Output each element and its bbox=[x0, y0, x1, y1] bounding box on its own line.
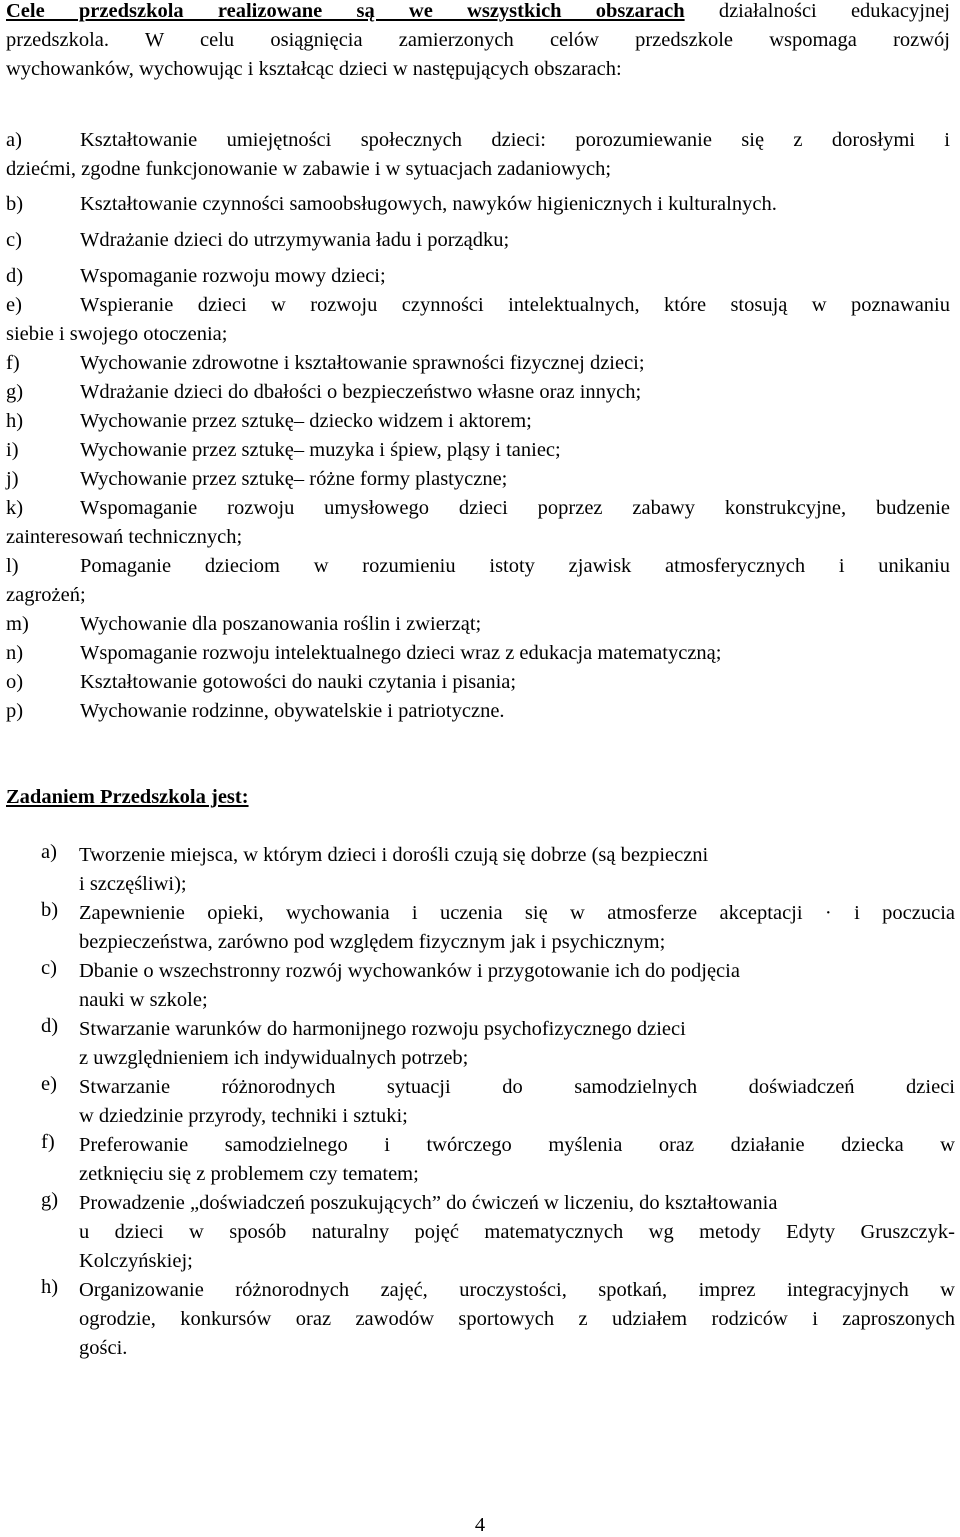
area-text: Wspomaganie rozwoju umysłowego dzieci poprzez zabawy konstrukcyjne, budzenie bbox=[80, 497, 950, 519]
task-line: i szczęśliwi); bbox=[79, 873, 187, 895]
intro-line-2: przedszkola. W celu osiągnięcia zamierzonych celów przedszkole wspomaga rozwój bbox=[6, 29, 950, 51]
task-line: bezpieczeństwa, zarówno pod względem fizycznym jak i psychicznym; bbox=[79, 931, 666, 953]
task-label: b) bbox=[41, 899, 59, 921]
area-item-a bbox=[6, 126, 950, 184]
task-line: w dziedzinie przyrody, techniki i sztuki; bbox=[79, 1105, 408, 1127]
area-label: j) bbox=[6, 468, 19, 490]
area-text: Wychowanie przez sztukę– dziecko widzem i aktorem; bbox=[80, 410, 532, 432]
area-label: b) bbox=[6, 193, 24, 215]
task-label: a) bbox=[41, 841, 57, 863]
task-item-h bbox=[41, 1276, 955, 1363]
task-item-g bbox=[41, 1189, 955, 1276]
task-label: d) bbox=[41, 1015, 59, 1037]
area-text: Wdrażanie dzieci do utrzymywania ładu i porządku; bbox=[80, 229, 510, 251]
area-label: c) bbox=[6, 229, 22, 251]
task-line: Tworzenie miejsca, w którym dzieci i dorośli czują się dobrze (są bezpieczni bbox=[79, 844, 709, 866]
area-label: i) bbox=[6, 439, 19, 461]
task-line: Stwarzanie różnorodnych sytuacji do samodzielnych doświadczeń dzieci bbox=[79, 1076, 955, 1098]
area-text: Wychowanie przez sztukę– muzyka i śpiew, pląsy i taniec; bbox=[80, 439, 561, 461]
area-item-l bbox=[6, 552, 950, 610]
area-item-f bbox=[6, 349, 950, 378]
area-label: n) bbox=[6, 642, 24, 664]
task-item-c bbox=[41, 957, 955, 1015]
area-label: d) bbox=[6, 265, 24, 287]
task-line: Preferowanie samodzielnego i twórczego myślenia oraz działanie dziecka w bbox=[79, 1134, 955, 1156]
area-item-c bbox=[6, 226, 950, 255]
area-label: a) bbox=[6, 129, 22, 151]
task-line: Prowadzenie „doświadczeń poszukujących” do ćwiczeń w liczeniu, do kształtowania bbox=[79, 1192, 778, 1214]
area-label: l) bbox=[6, 555, 19, 577]
area-text-cont: zainteresowań technicznych; bbox=[6, 526, 243, 548]
intro-line-1-rest: działalności edukacyjnej bbox=[718, 0, 950, 22]
area-text: Wspieranie dzieci w rozwoju czynności intelektualnych, które stosują w poznawaniu bbox=[80, 294, 950, 316]
task-item-f bbox=[41, 1131, 955, 1189]
task-line: u dzieci w sposób naturalny pojęć matematycznych wg metody Edyty Gruszczyk- bbox=[79, 1221, 955, 1243]
task-label: h) bbox=[41, 1276, 59, 1298]
task-line: Dbanie o wszechstronny rozwój wychowanków i przygotowanie ich do podjęcia bbox=[79, 960, 740, 982]
area-text: Kształtowanie gotowości do nauki czytania i pisania; bbox=[80, 671, 517, 693]
area-text-cont: siebie i swojego otoczenia; bbox=[6, 323, 228, 345]
intro-line-3: wychowanków, wychowując i kształcąc dzieci w następujących obszarach: bbox=[6, 58, 622, 80]
area-text: Kształtowanie umiejętności społecznych dzieci: porozumiewanie się z dorosłymi i bbox=[80, 129, 950, 151]
area-item-o bbox=[6, 668, 950, 697]
task-line: z uwzględnieniem ich indywidualnych potrzeb; bbox=[79, 1047, 469, 1069]
area-item-h bbox=[6, 407, 950, 436]
intro-underlined-heading: Cele przedszkola realizowane są we wszystkich obszarach bbox=[6, 0, 685, 22]
area-item-e bbox=[6, 291, 950, 349]
tasks-heading bbox=[6, 783, 950, 812]
area-label: o) bbox=[6, 671, 24, 693]
area-item-b bbox=[6, 190, 950, 219]
task-item-b bbox=[41, 899, 955, 957]
task-label: g) bbox=[41, 1189, 59, 1211]
area-item-g bbox=[6, 378, 950, 407]
task-item-d bbox=[41, 1015, 955, 1073]
page-number: 4 bbox=[474, 1514, 486, 1536]
area-text: Wychowanie zdrowotne i kształtowanie sprawności fizycznej dzieci; bbox=[80, 352, 645, 374]
task-line: Stwarzanie warunków do harmonijnego rozwoju psychofizycznego dzieci bbox=[79, 1018, 686, 1040]
area-text-cont: dziećmi, zgodne funkcjonowanie w zabawie i w sytuacjach zadaniowych; bbox=[6, 158, 612, 180]
task-line: Organizowanie różnorodnych zajęć, uroczystości, spotkań, imprez integracyjnych w bbox=[79, 1279, 955, 1301]
area-text: Pomaganie dzieciom w rozumieniu istoty zjawisk atmosferycznych i unikaniu bbox=[80, 555, 950, 577]
task-line: ogrodzie, konkursów oraz zawodów sportowych z udziałem rodziców i zaproszonych bbox=[79, 1308, 955, 1330]
area-text: Wychowanie rodzinne, obywatelskie i patriotyczne. bbox=[80, 700, 505, 722]
area-item-n bbox=[6, 639, 950, 668]
task-label: f) bbox=[41, 1131, 55, 1153]
task-line: nauki w szkole; bbox=[79, 989, 208, 1011]
area-text: Wdrażanie dzieci do dbałości o bezpieczeństwo własne oraz innych; bbox=[80, 381, 642, 403]
area-label: f) bbox=[6, 352, 20, 374]
area-item-d bbox=[6, 262, 950, 291]
area-text: Wspomaganie rozwoju intelektualnego dzieci wraz z edukacja matematyczną; bbox=[80, 642, 722, 664]
area-text: Wychowanie przez sztukę– różne formy plastyczne; bbox=[80, 468, 508, 490]
area-text: Kształtowanie czynności samoobsługowych, nawyków higienicznych i kulturalnych. bbox=[80, 193, 777, 215]
area-label: e) bbox=[6, 294, 22, 316]
task-item-a bbox=[41, 841, 955, 899]
intro-line-1 bbox=[6, 0, 950, 26]
area-text: Wychowanie dla poszanowania roślin i zwierząt; bbox=[80, 613, 482, 635]
area-label: k) bbox=[6, 497, 24, 519]
area-text-cont: zagrożeń; bbox=[6, 584, 86, 606]
area-label: p) bbox=[6, 700, 24, 722]
task-label: e) bbox=[41, 1073, 57, 1095]
area-item-m bbox=[6, 610, 950, 639]
area-item-k bbox=[6, 494, 950, 552]
task-label: c) bbox=[41, 957, 57, 979]
area-item-j bbox=[6, 465, 950, 494]
task-line: Zapewnienie opieki, wychowania i uczenia się w atmosferze akceptacji · i poczucia bbox=[79, 902, 955, 924]
area-item-i bbox=[6, 436, 950, 465]
area-label: h) bbox=[6, 410, 24, 432]
area-label: m) bbox=[6, 613, 29, 635]
task-line: gości. bbox=[79, 1337, 128, 1359]
area-label: g) bbox=[6, 381, 24, 403]
tasks-heading-text: Zadaniem Przedszkola jest: bbox=[6, 786, 249, 808]
area-item-p bbox=[6, 697, 950, 726]
task-line: zetknięciu się z problemem czy tematem; bbox=[79, 1163, 419, 1185]
task-line: Kolczyńskiej; bbox=[79, 1250, 193, 1272]
task-item-e bbox=[41, 1073, 955, 1131]
area-text: Wspomaganie rozwoju mowy dzieci; bbox=[80, 265, 386, 287]
